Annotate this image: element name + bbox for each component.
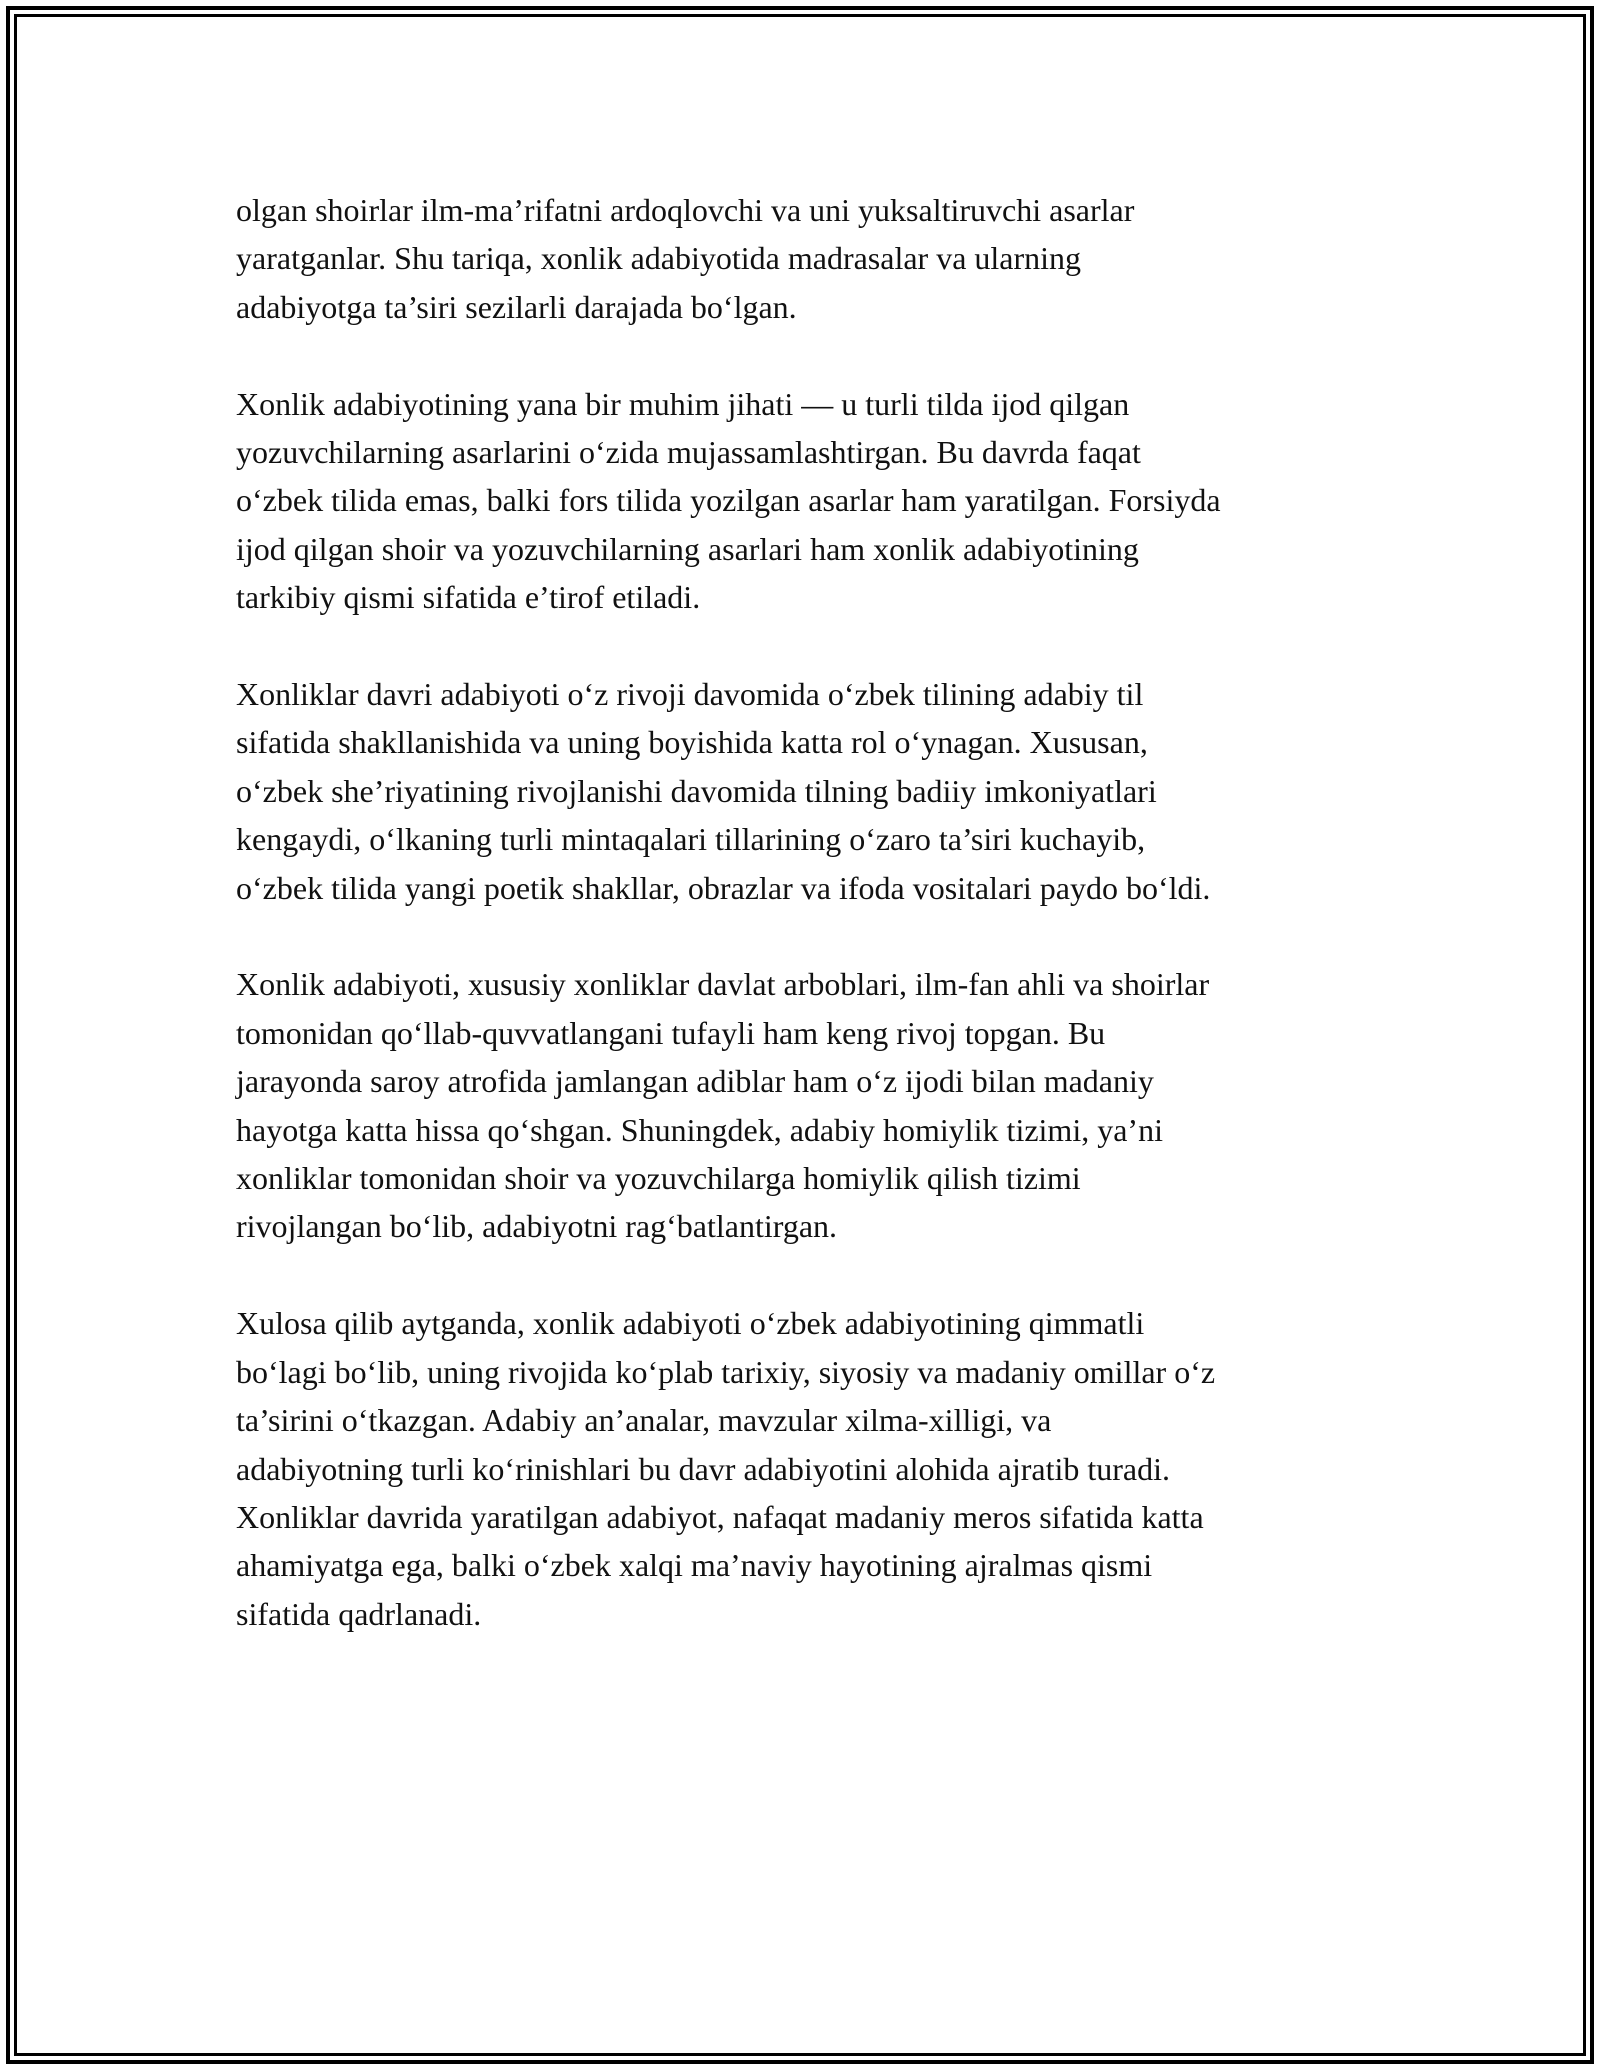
text-line: rivojlangan bo‘lib, adabiyotni rag‘batlantirgan.	[236, 1208, 838, 1245]
text-line: Xulosa qilib aytganda, xonlik adabiyoti o‘zbek adabiyotining qimmatli	[236, 1305, 1145, 1342]
paragraph-2	[236, 380, 1386, 622]
text-line: ijod qilgan shoir va yozuvchilarning asarlari ham xonlik adabiyotining	[236, 530, 1139, 567]
text-line: yaratganlar. Shu tariqa, xonlik adabiyotida madrasalar va ularning	[236, 240, 1082, 277]
text-line: adabiyotga ta’siri sezilarli darajada bo‘lgan.	[236, 288, 797, 325]
text-line: sifatida shakllanishida va uning boyishida katta rol o‘ynagan. Xususan,	[236, 724, 1148, 761]
document-body	[236, 186, 1386, 1687]
text-line: jarayonda saroy atrofida jamlangan adiblar ham o‘z ijodi bilan madaniy	[236, 1063, 1154, 1100]
text-line: Xonlik adabiyoti, xususiy xonliklar davlat arboblari, ilm-fan ahli va shoirlar	[236, 966, 1210, 1003]
paragraph-1	[236, 186, 1386, 331]
text-line: tarkibiy qismi sifatida e’tirof etiladi.	[236, 579, 701, 616]
text-line: adabiyotning turli ko‘rinishlari bu davr adabiyotini alohida ajratib turadi.	[236, 1450, 1170, 1487]
text-line: o‘zbek tilida yangi poetik shakllar, obrazlar va ifoda vositalari paydo bo‘ldi.	[236, 869, 1211, 906]
text-line: o‘zbek tilida emas, balki fors tilida yozilgan asarlar ham yaratilgan. Forsiyda	[236, 482, 1221, 519]
text-line: olgan shoirlar ilm-ma’rifatni ardoqlovchi va uni yuksaltiruvchi asarlar	[236, 192, 1135, 228]
text-line: kengaydi, o‘lkaning turli mintaqalari tillarining o‘zaro ta’siri kuchayib,	[236, 821, 1146, 858]
text-line: bo‘lagi bo‘lib, uning rivojida ko‘plab tarixiy, siyosiy va madaniy omillar o‘z	[236, 1353, 1216, 1390]
text-line: ta’sirini o‘tkazgan. Adabiy an’analar, mavzular xilma-xilligi, va	[236, 1402, 1052, 1439]
text-line: sifatida qadrlanadi.	[236, 1595, 482, 1632]
text-line: Xonliklar davrida yaratilgan adabiyot, nafaqat madaniy meros sifatida katta	[236, 1498, 1204, 1535]
text-line: Xonlik adabiyotining yana bir muhim jihati — u turli tilda ijod qilgan	[236, 385, 1130, 422]
text-line: Xonliklar davri adabiyoti o‘z rivoji davomida o‘zbek tilining adabiy til	[236, 676, 1144, 713]
text-line: o‘zbek she’riyatining rivojlanishi davomida tilning badiiy imkoniyatlari	[236, 772, 1157, 809]
paragraph-4	[236, 960, 1386, 1250]
paragraph-5	[236, 1299, 1386, 1638]
text-line: ahamiyatga ega, balki o‘zbek xalqi ma’naviy hayotining ajralmas qismi	[236, 1547, 1153, 1584]
text-line: hayotga katta hissa qo‘shgan. Shuningdek, adabiy homiylik tizimi, ya’ni	[236, 1111, 1163, 1148]
text-line: xonliklar tomonidan shoir va yozuvchilarga homiylik qilish tizimi	[236, 1160, 1081, 1197]
paragraph-3	[236, 670, 1386, 912]
text-line: tomonidan qo‘llab-quvvatlangani tufayli ham keng rivoj topgan. Bu	[236, 1014, 1106, 1051]
text-line: yozuvchilarning asarlarini o‘zida mujassamlashtirgan. Bu davrda faqat	[236, 434, 1141, 471]
